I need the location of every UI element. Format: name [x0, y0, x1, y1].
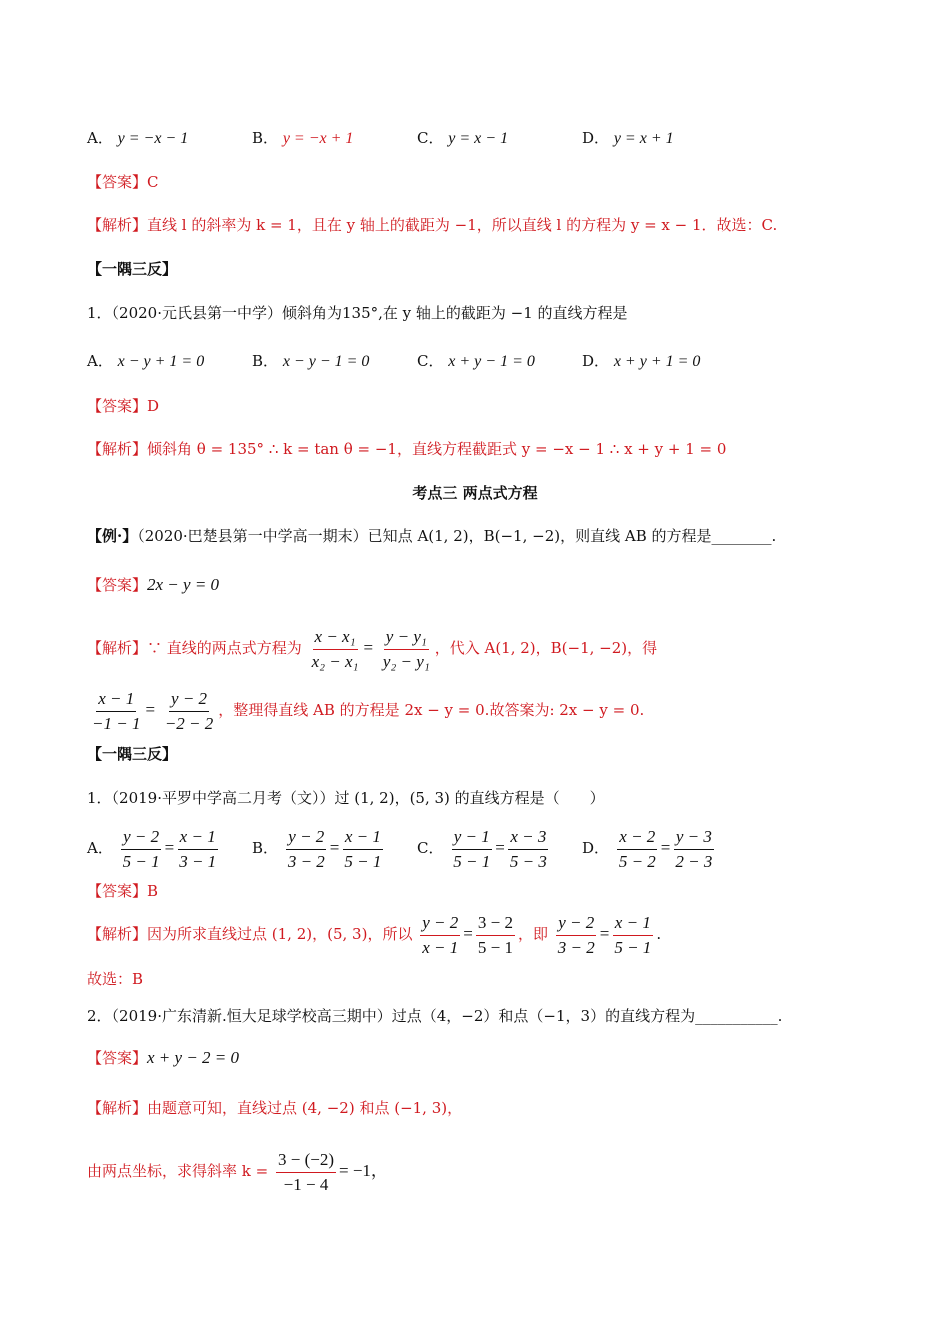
p2-conclusion: 故选：B [87, 970, 144, 988]
p1-stem: 1．（2020·元氏县第一中学）倾斜角为135°,在 y 轴上的截距为 −1 的直线方程是 [87, 304, 628, 322]
q0-option-c: C． y = x − 1 [417, 129, 509, 147]
p1-answer: 【答案】D [87, 397, 160, 415]
fraction-y-sub: $\frac{y - 2}{-2 - 2}$ [164, 688, 214, 733]
p1-option-d: D． x + y + 1 = 0 [582, 352, 701, 370]
q0-analysis: 【解析】直线 l 的斜率为 k = 1，且在 y 轴上的截距为 −1，所以直线 l 的方程为 y = x − 1．故选：C. [87, 216, 778, 234]
p1-analysis: 【解析】倾斜角 θ = 135° ∴ k = tan θ = −1，直线方程截距式 y = −x − 1 ∴ x + y + 1 = 0 [87, 440, 727, 458]
p2-stem: 1．（2019·平罗中学高二月考（文））过 (1, 2)，(5, 3) 的直线方程是（ ） [87, 789, 605, 807]
example-analysis-line1: 【解析】∵ 直线的两点式方程为 $\frac{\text{x − x₁}}{\text{x₂ − x₁}}$ = $\frac{\text{y − y₁}}{\text{y₂ − y₁}}$ ，代入 A(1, 2)，B(−1, −2)，得 [87, 626, 658, 671]
fraction-x-sub: $\frac{x - 1}{-1 - 1}$ [92, 688, 141, 733]
p3-slope: 由两点坐标，求得斜率 k = $\frac{3 - (-2)}{-1 - 4}$ = −1， [87, 1149, 388, 1194]
p3-analysis: 【解析】由题意可知，直线过点 (4, −2) 和点 (−1, 3)， [87, 1099, 463, 1117]
p3-stem: 2．（2019·广东清新.恒大足球学校高三期中）过点（4，−2）和点（−1，3）的直线方程为___________. [87, 1007, 783, 1025]
section-heading: 考点三 两点式方程 [412, 484, 538, 502]
p2-option-c: C． $\frac{y - 1}{5 - 1}$ = $\frac{x - 3}{5 - 3}$ [417, 826, 547, 871]
p3-answer: 【答案】x + y − 2 = 0 [87, 1048, 240, 1067]
p1-option-c: C． x + y − 1 = 0 [417, 352, 535, 370]
section-title-1: 【一隅三反】 [87, 260, 178, 278]
p1-option-b: B． x − y − 1 = 0 [252, 352, 370, 370]
example-answer: 【答案】2x − y = 0 [87, 575, 220, 594]
p2-option-b: B． $\frac{y - 2}{3 - 2}$ = $\frac{x - 1}{5 - 1}$ [252, 826, 382, 871]
p2-option-a: A． $\frac{y - 2}{5 - 1}$ = $\frac{x - 1}{3 - 1}$ [87, 826, 217, 871]
q0-answer: 【答案】C [87, 173, 159, 191]
section-title-2: 【一隅三反】 [87, 745, 178, 763]
p2-option-d: D． $\frac{x - 2}{5 - 2}$ = $\frac{y - 3}{2 - 3}$ [582, 826, 713, 871]
p2-options [87, 823, 887, 873]
p1-option-a: A． x − y + 1 = 0 [87, 352, 205, 370]
example-stem: 【例·】（2020·巴楚县第一中学高一期末）已知点 A(1, 2)，B(−1, −2)，则直线 AB 的方程是________. [87, 527, 777, 545]
q0-option-a: A． y = −x − 1 [87, 129, 189, 147]
q0-option-b: B． y = −x + 1 [252, 129, 354, 147]
example-analysis-line2: $\frac{x - 1}{-1 - 1}$ = $\frac{y - 2}{-2 - 2}$ ，整理得直线 AB 的方程是 2x − y = 0.故答案为: 2x − y = 0. [92, 688, 645, 733]
p2-analysis: 【解析】因为所求直线过点 (1, 2)，(5, 3)，所以 $\frac{y - 2}{x - 1}$ = $\frac{3 - 2}{5 - 1}$ ，即 $\frac{y - 2}{3 - 2}$ = $\frac{x - 1}{5 - 1}$ . [87, 912, 662, 957]
fraction-y: $\frac{\text{y − y₁}}{\text{y₂ − y₁}}$ [382, 626, 430, 671]
p2-answer: 【答案】B [87, 882, 159, 900]
q0-option-d: D． y = x + 1 [582, 129, 674, 147]
fraction-x: $\frac{\text{x − x₁}}{\text{x₂ − x₁}}$ [311, 626, 359, 671]
